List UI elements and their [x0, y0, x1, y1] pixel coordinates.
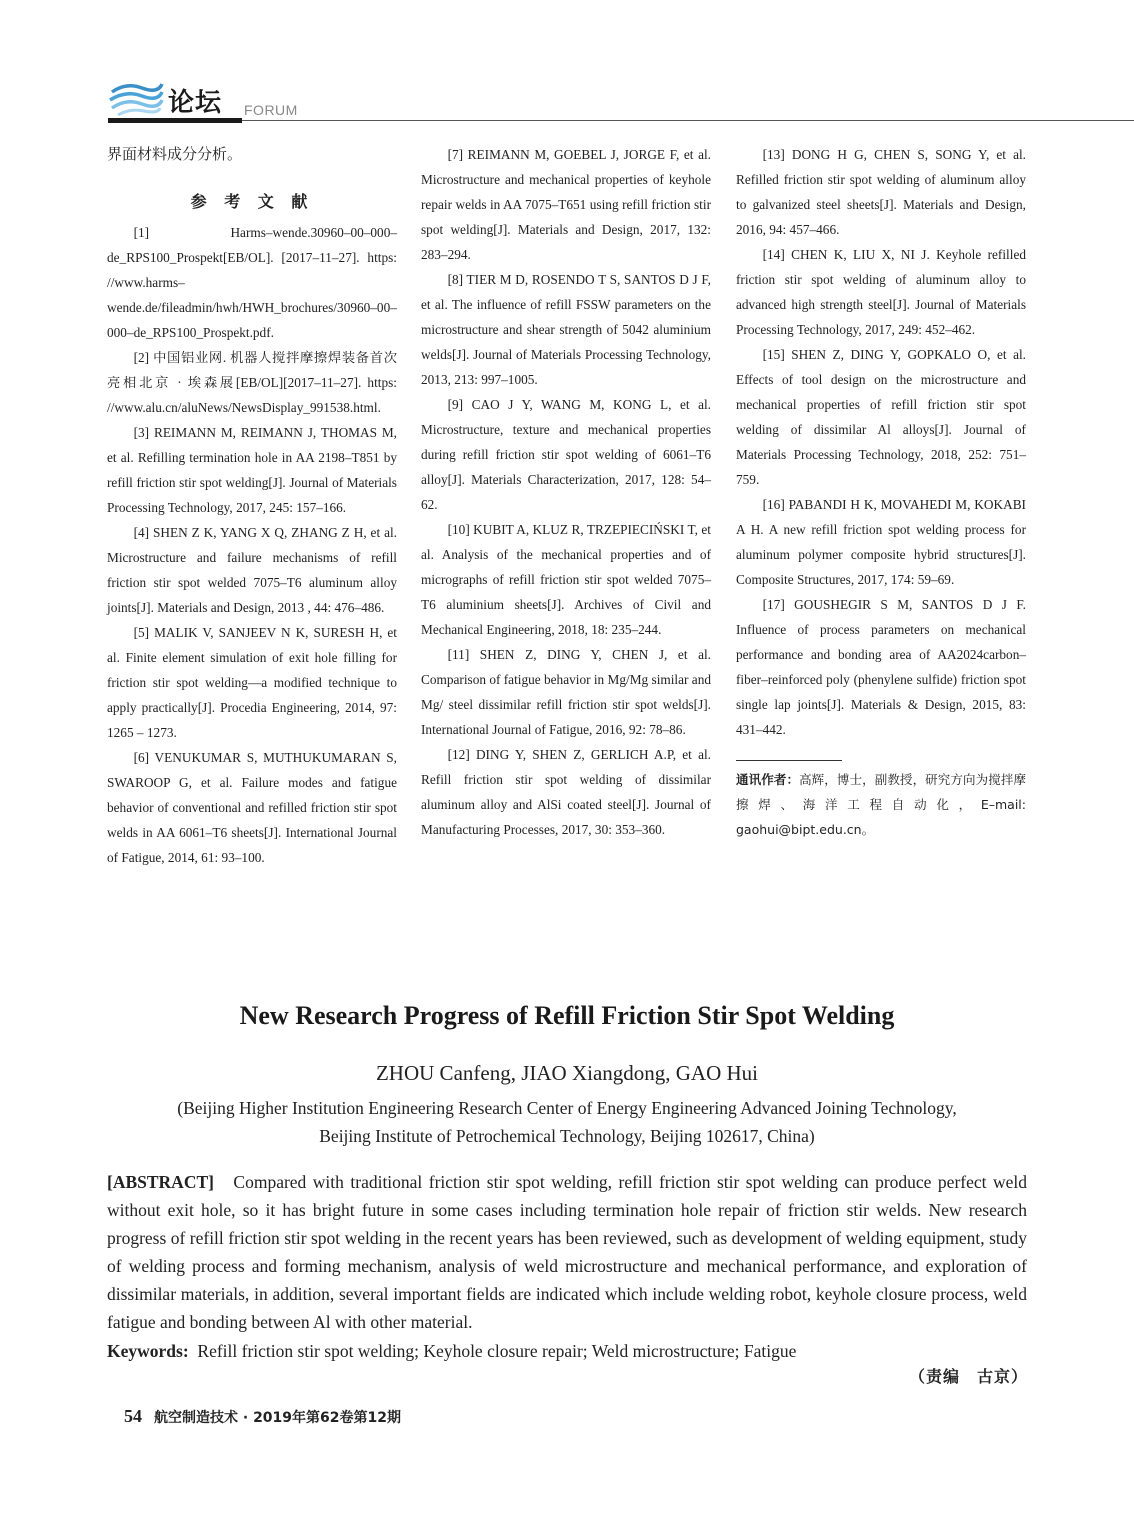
references-heading: 参 考 文 献 — [190, 192, 314, 211]
section-title-en: FORUM — [244, 102, 298, 118]
page-number: 54 — [124, 1406, 142, 1426]
corresponding-author-note — [736, 767, 1026, 842]
footnote-rule — [736, 760, 842, 761]
reference-item: [16] PABANDI H K, MOVAHEDI M, KOKABI A H. A new refill friction spot welding process for aluminum polymer composite hybrid structures[J]. Composite Structures, 2017, 174: 59–69. — [736, 497, 1026, 587]
page-header — [108, 78, 1134, 126]
corresponding-author-label: 通讯作者： — [736, 772, 800, 787]
reference-item: [10] KUBIT A, KLUZ R, TRZEPIECIŃSKI T, et al. Analysis of the mechanical properties and of micrographs of refill friction stir spot welded 7075–T6 aluminium sheets[J]. Archives of Civil and Mechanical Engineering, 2018, 18: 235–244. — [421, 522, 711, 637]
text-column-2 — [421, 142, 711, 842]
english-title: New Research Progress of Refill Friction Stir Spot Welding — [239, 1001, 895, 1030]
reference-item: [2] 中国铝业网. 机器人搅拌摩擦焊装备首次亮相北京 · 埃森展[EB/OL][2017–11–27]. https: //www.alu.cn/aluNews/NewsDisplay_991538.html. — [107, 350, 397, 415]
english-keywords — [107, 1337, 1027, 1365]
keywords-label: Keywords: — [107, 1341, 189, 1361]
affiliation-line-2: Beijing Institute of Petrochemical Technology, Beijing 102617, China) — [319, 1126, 815, 1146]
reference-item: [3] REIMANN M, REIMANN J, THOMAS M, et al. Refilling termination hole in AA 2198–T851 by refill friction stir spot welding[J]. Journal of Materials Processing Technology, 2017, 245: 157–166. — [107, 425, 397, 515]
english-affiliation — [0, 1094, 1134, 1150]
affiliation-line-1: (Beijing Higher Institution Engineering Research Center of Energy Engineering Advanced Joining Technology, — [177, 1098, 957, 1118]
text-column-1 — [107, 142, 397, 870]
english-authors: ZHOU Canfeng, JIAO Xiangdong, GAO Hui — [375, 1061, 759, 1085]
reference-item: [7] REIMANN M, GOEBEL J, JORGE F, et al. Microstructure and mechanical properties of keyhole repair welds in AA 7075–T651 using refill friction stir spot welding[J]. Materials and Design, 2017, 132: 283–294. — [421, 147, 711, 262]
reference-item: [6] VENUKUMAR S, MUTHUKUMARAN S, SWAROOP G, et al. Failure modes and fatigue behavior of conventional and refilled friction stir spot welds in AA 6061–T6 sheets[J]. International Journal of Fatigue, 2014, 61: 93–100. — [107, 750, 397, 865]
wave-logo-icon — [108, 78, 164, 118]
keywords-text: Refill friction stir spot welding; Keyhole closure repair; Weld microstructure; Fatigue — [197, 1341, 797, 1361]
body-lead-text: 界面材料成分分析。 — [107, 145, 243, 163]
reference-item: [15] SHEN Z, DING Y, GOPKALO O, et al. Effects of tool design on the microstructure and mechanical properties of refill friction stir spot welding of dissimilar Al alloys[J]. Journal of Materials Processing Technology, 2018, 252: 751–759. — [736, 347, 1026, 487]
journal-info: 航空制造技术 · 2019年第62卷第12期 — [154, 1410, 401, 1426]
reference-item: [1] Harms–wende.30960–00–000–de_RPS100_Prospekt[EB/OL]. [2017–11–27]. https: //www.harms–wende.de/fileadmin/hwh/HWH_brochures/30960–00–000–de_RPS100_Prospekt.pdf. — [107, 225, 397, 340]
english-abstract — [107, 1168, 1027, 1336]
reference-item: [17] GOUSHEGIR S M, SANTOS D J F. Influence of process parameters on mechanical performance and bonding area of AA2024carbon–fiber–reinforced poly (phenylene sulfide) friction spot single lap joints[J]. Materials & Design, 2015, 83: 431–442. — [736, 597, 1026, 737]
text-column-3 — [736, 142, 1026, 842]
editor-note: （责编 古京） — [908, 1367, 1028, 1386]
corresponding-author-text: 高辉，博士，副教授，研究方向为搅拌摩擦焊、海洋工程自动化，E–mail: gaohui@bipt.edu.cn。 — [736, 772, 1026, 837]
page-footer — [124, 1406, 401, 1427]
reference-item: [4] SHEN Z K, YANG X Q, ZHANG Z H, et al. Microstructure and failure mechanisms of refill friction stir spot welded 7075–T6 aluminum alloy joints[J]. Materials and Design, 2013 , 44: 476–486. — [107, 525, 397, 615]
reference-item: [5] MALIK V, SANJEEV N K, SURESH H, et al. Finite element simulation of exit hole filling for friction stir spot welding—a modified technique to apply practically[J]. Procedia Engineering, 2014, 97: 1265 – 1273. — [107, 625, 397, 740]
reference-item: [12] DING Y, SHEN Z, GERLICH A.P, et al. Refill friction stir spot welding of dissimilar aluminum alloy and AlSi coated steel[J]. Journal of Manufacturing Processes, 2017, 30: 353–360. — [421, 747, 711, 837]
reference-item: [14] CHEN K, LIU X, NI J. Keyhole refilled friction stir spot welding of aluminum alloy to advanced high strength steel[J]. Journal of Materials Processing Technology, 2017, 249: 452–462. — [736, 247, 1026, 337]
reference-item: [13] DONG H G, CHEN S, SONG Y, et al. Refilled friction stir spot welding of aluminum alloy to galvanized steel sheets[J]. Materials and Design, 2016, 94: 457–466. — [736, 147, 1026, 237]
reference-item: [8] TIER M D, ROSENDO T S, SANTOS D J F, et al. The influence of refill FSSW parameters on the microstructure and shear strength of 5042 aluminium welds[J]. Journal of Materials Processing Technology, 2013, 213: 997–1005. — [421, 272, 711, 387]
abstract-text: Compared with traditional friction stir spot welding, refill friction stir spot welding can produce perfect weld without exit hole, so it has bright future in some cases including termination hole repair of friction stir welds. New research progress of refill friction stir spot welding in the recent years has been reviewed, such as development of welding equipment, study of welding process and forming mechanism, analysis of weld microstructure and mechanical performance, and exploration of dissimilar materials, in addition, several important fields are indicated which include welding robot, keyhole closure process, weld fatigue and bonding between Al with other material. — [107, 1172, 1027, 1332]
abstract-label: [ABSTRACT] — [107, 1172, 214, 1192]
reference-item: [11] SHEN Z, DING Y, CHEN J, et al. Comparison of fatigue behavior in Mg/Mg similar and Mg/ steel dissimilar refill friction stir spot welds[J]. International Journal of Fatigue, 2016, 92: 78–86. — [421, 647, 711, 737]
header-rule-thick — [108, 118, 242, 123]
reference-item: [9] CAO J Y, WANG M, KONG L, et al. Microstructure, texture and mechanical properties during refill friction stir spot welding of 6061–T6 alloy[J]. Materials Characterization, 2017, 128: 54–62. — [421, 397, 711, 512]
header-rule-thin — [242, 120, 1134, 121]
section-title-cn: 论坛 — [168, 88, 223, 118]
